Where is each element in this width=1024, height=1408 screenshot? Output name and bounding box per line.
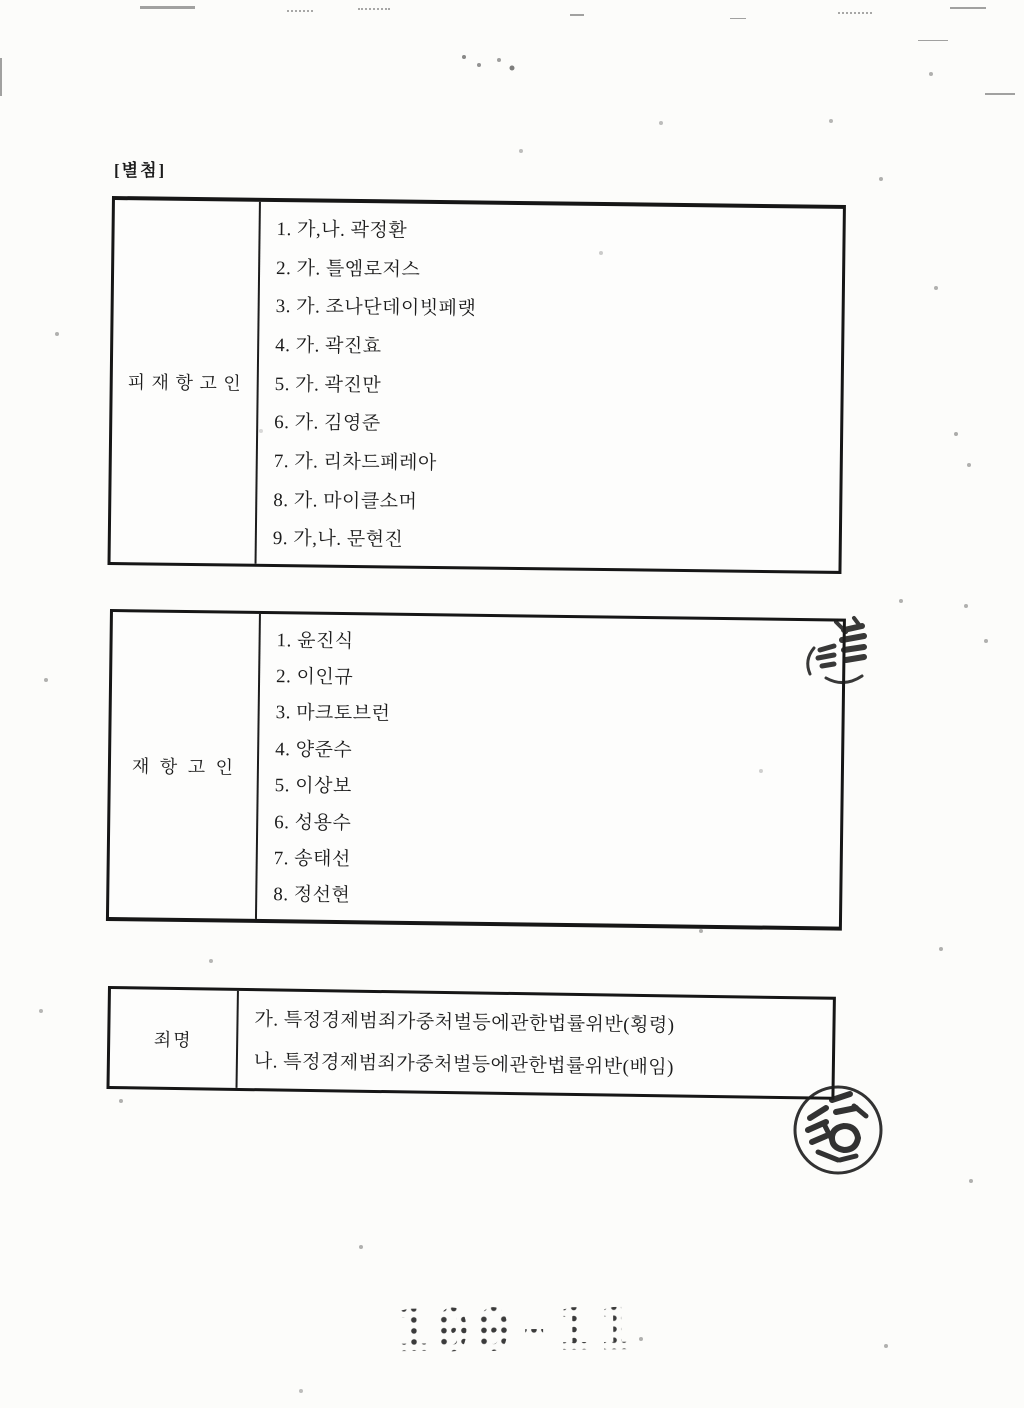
- table-row: 5. 가. 곽진만: [274, 373, 382, 396]
- scan-artifact: [0, 58, 2, 96]
- table-row: 8. 가. 마이클소머: [273, 489, 418, 513]
- table-row: 8. 정선현: [273, 884, 351, 907]
- charges-table-items: [238, 991, 833, 1097]
- scan-artifact: [918, 40, 948, 41]
- table-row: 6. 가. 김영준: [274, 412, 381, 435]
- attachment-heading: [별첨]: [114, 161, 167, 180]
- respondents-table: [107, 196, 845, 574]
- scan-artifact: [950, 7, 986, 9]
- charges-table: [106, 986, 835, 1100]
- appellants-table-label: 재 항 고 인: [109, 612, 261, 919]
- scan-artifact: [140, 6, 195, 9]
- scan-artifact: [730, 18, 746, 19]
- charges-table-label: 죄명: [110, 989, 239, 1088]
- table-row: 7. 송태선: [273, 848, 351, 871]
- table-row: 1. 윤진식: [276, 629, 354, 652]
- table-row: 3. 가. 조나단데이빗페랫: [275, 296, 477, 320]
- scan-artifact: [838, 12, 872, 14]
- table-row: 2. 가. 틀엠로저스: [276, 257, 421, 281]
- scan-artifact: [985, 93, 1015, 95]
- table-row: 9. 가,나. 문현진: [272, 528, 404, 551]
- table-row: 3. 마크토브런: [275, 702, 391, 726]
- table-row: 나. 특정경제범죄가중처벌등에관한법률위반(배임): [253, 1050, 675, 1079]
- table-row: 1. 가,나. 곽정환: [276, 218, 408, 242]
- scan-artifact: [287, 10, 313, 12]
- page-number-text: 100-11: [393, 1294, 640, 1366]
- respondents-table-label: 피 재 항 고 인: [111, 200, 261, 564]
- scan-speckles: [0, 0, 2, 2]
- table-row: 4. 가. 곽진효: [275, 334, 382, 358]
- table-row: 2. 이인규: [275, 666, 354, 689]
- appellants-table: [106, 609, 846, 931]
- scan-artifact: [570, 14, 584, 16]
- respondents-table-items: [257, 202, 843, 571]
- table-row: 7. 가. 리차드페레아: [273, 450, 437, 474]
- page-number: [390, 1291, 651, 1376]
- scan-artifact: [358, 8, 390, 10]
- table-row: 5. 이상보: [274, 775, 352, 798]
- table-row: 6. 성용수: [274, 811, 352, 834]
- table-row: 가. 특정경제범죄가중처벌등에관한법률위반(횡령): [254, 1009, 675, 1037]
- table-row: 4. 양준수: [275, 738, 353, 761]
- appellants-table-items: [257, 614, 843, 927]
